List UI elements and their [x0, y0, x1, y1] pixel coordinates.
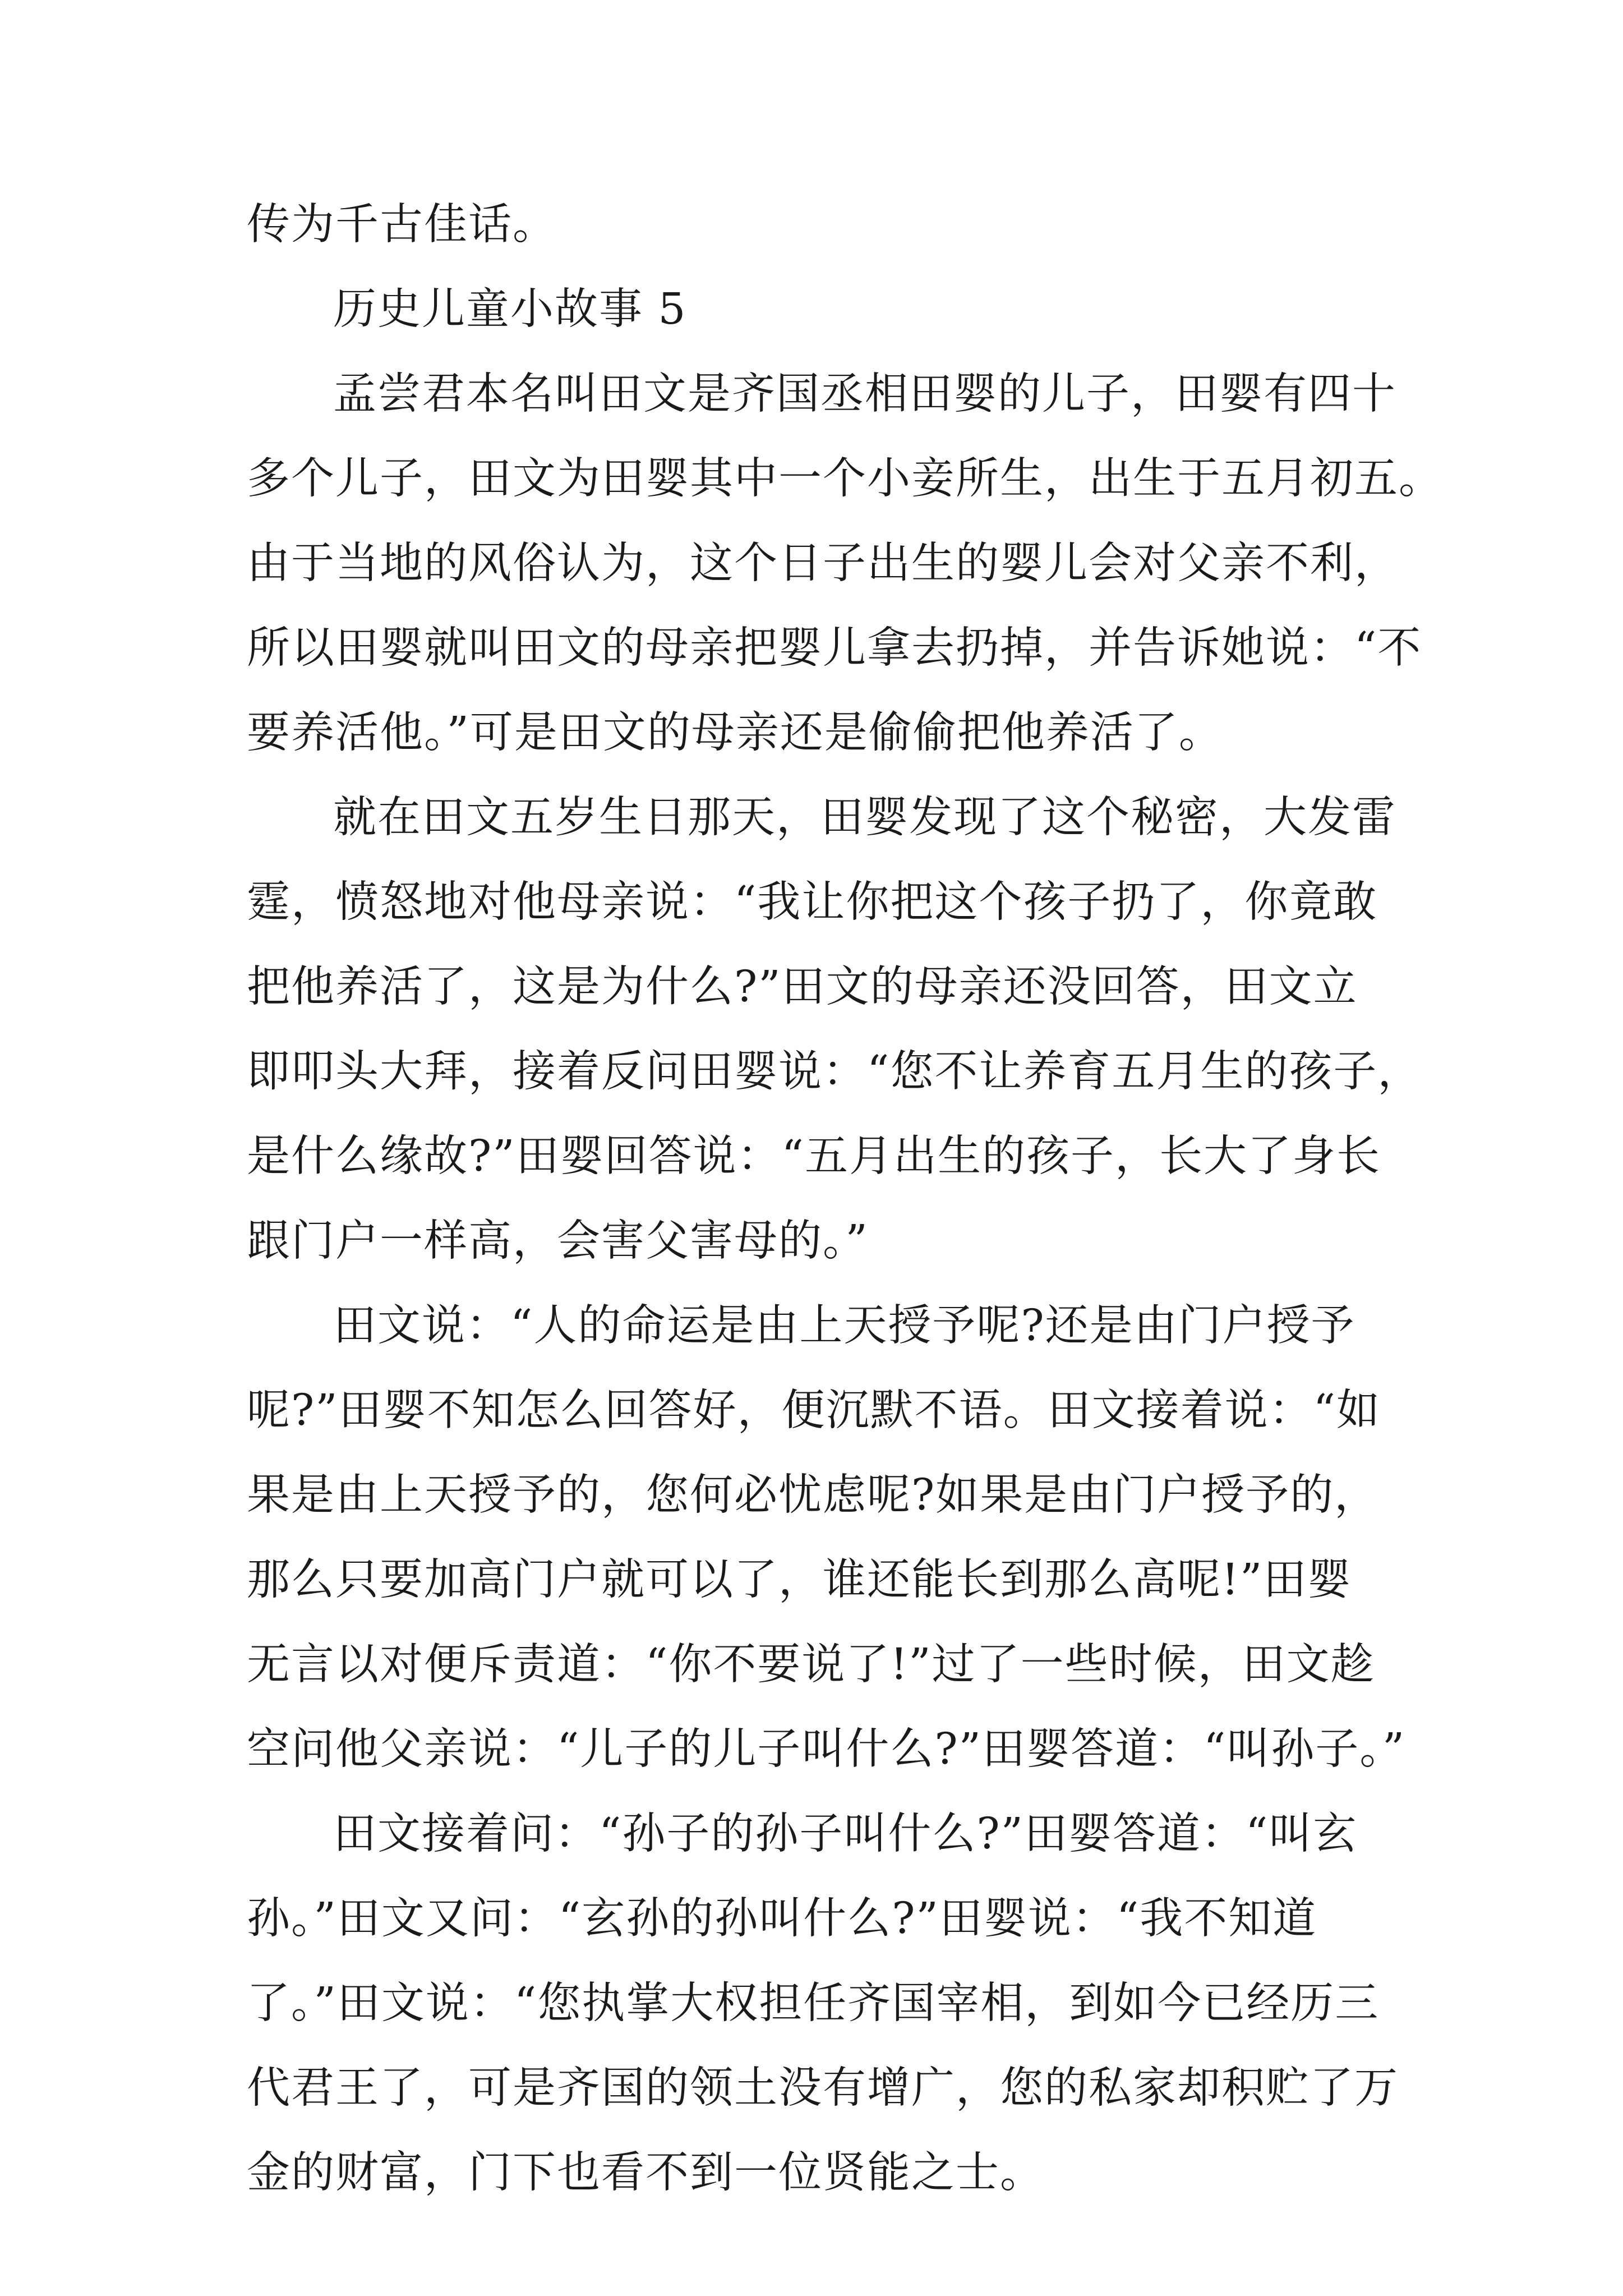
text-line: 田文说：“人的命运是由上天授予呢?还是由门户授予: [333, 1301, 1355, 1351]
text-line: 由于当地的风俗认为，这个日子出生的婴儿会对父亲不利，: [247, 539, 1399, 588]
document-body: [247, 182, 1443, 2215]
text-line: 金的财富，门下也看不到一位贤能之士。: [247, 2148, 1044, 2198]
text-line: 所以田婴就叫田文的母亲把婴儿拿去扔掉，并告诉她说：“不: [247, 623, 1422, 673]
text-line: 是什么缘故?”田婴回答说：“五月出生的孩子，长大了身长: [247, 1131, 1381, 1181]
section-heading: 历史儿童小故事 5: [333, 284, 687, 334]
text-line: 呢?”田婴不知怎么回答好，便沉默不语。田文接着说：“如: [247, 1386, 1381, 1435]
text-line: 田文接着问：“孙子的孙子叫什么?”田婴答道：“叫玄: [333, 1809, 1358, 1859]
text-line: 要养活他。”可是田文的母亲还是偷偷把他养活了。: [247, 708, 1223, 758]
text-line: 那么只要加高门户就可以了，谁还能长到那么高呢!”田婴: [247, 1555, 1352, 1605]
text-line: 就在田文五岁生日那天，田婴发现了这个秘密，大发雷: [333, 793, 1396, 843]
text-line: 传为千古佳话。: [247, 200, 557, 250]
text-line: 无言以对便斥责道：“你不要说了!”过了一些时候，田文趁: [247, 1640, 1375, 1690]
text-line: 空问他父亲说：“儿子的儿子叫什么?”田婴答道：“叫孙子。”: [247, 1724, 1406, 1774]
text-line: 孙。”田文又问：“玄孙的孙叫什么?”田婴说：“我不知道: [247, 1894, 1317, 1944]
text-line: 把他养活了，这是为什么?”田文的母亲还没回答，田文立: [247, 962, 1358, 1012]
text-line: 即叩头大拜，接着反问田婴说：“您不让养育五月生的孩子，: [247, 1047, 1422, 1097]
text-line: 霆，愤怒地对他母亲说：“我让你把这个孩子扔了，你竟敢: [247, 877, 1378, 927]
text-line: 跟门户一样高，会害父害母的。”: [247, 1216, 869, 1266]
text-line: 代君王了，可是齐国的领土没有增广，您的私家却积贮了万: [247, 2063, 1399, 2113]
text-line: 果是由上天授予的，您何必忧虑呢?如果是由门户授予的，: [247, 1470, 1379, 1520]
text-line: 多个儿子，田文为田婴其中一个小妾所生，出生于五月初五。: [247, 454, 1443, 504]
text-line: 孟尝君本名叫田文是齐国丞相田婴的儿子，田婴有四十: [333, 369, 1396, 419]
text-line: 了。”田文说：“您执掌大权担任齐国宰相，到如今已经历三: [247, 1978, 1380, 2028]
